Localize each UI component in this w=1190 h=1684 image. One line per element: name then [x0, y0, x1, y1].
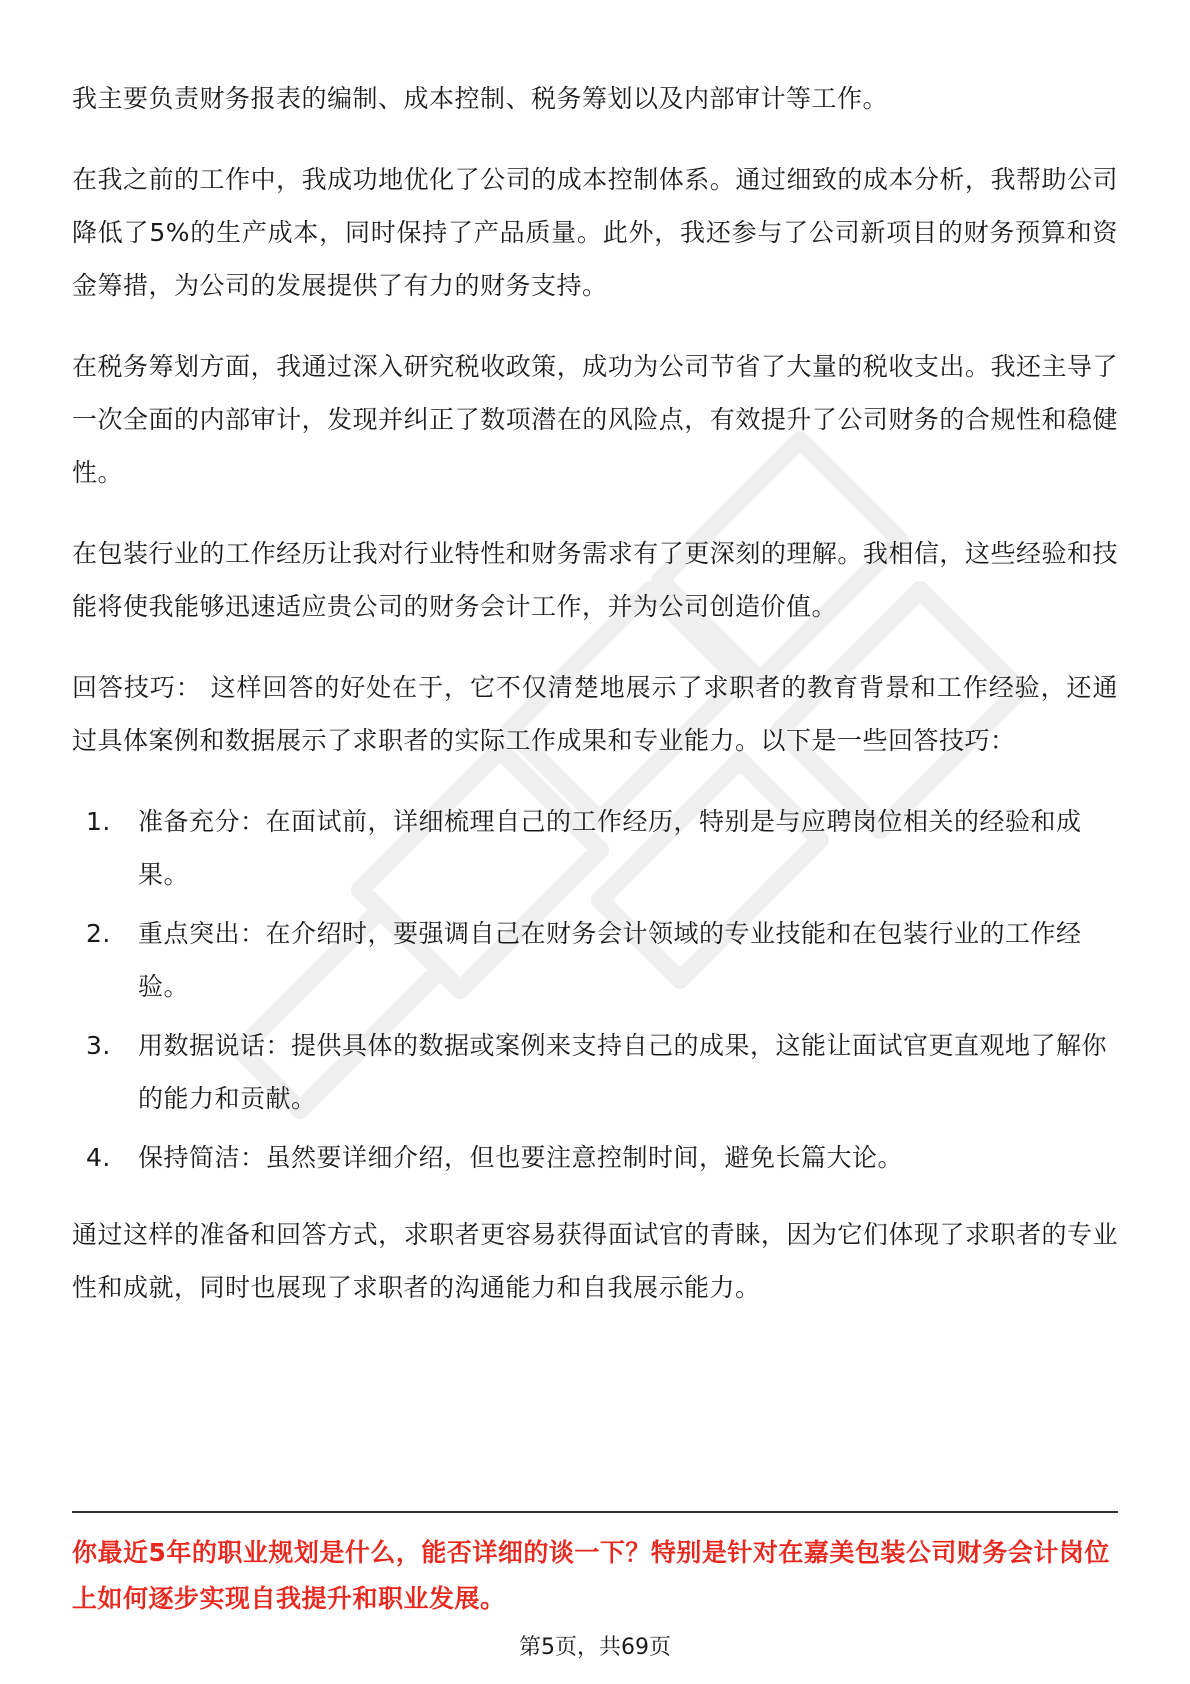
list-item [86, 1019, 1118, 1125]
list-item [86, 907, 1118, 1013]
section-divider [72, 1511, 1118, 1513]
page-number: 第5页，共69页 [519, 1635, 671, 1660]
list-item-number: 2. [86, 919, 111, 948]
next-question-heading: 你最近5年的职业规划是什么，能否详细的谈一下？特别是针对在嘉美包装公司财务会计岗位上如何逐步实现自我提升和职业发展。 [72, 1538, 1110, 1613]
tips-list [72, 795, 1118, 1184]
list-item-text: 准备充分：在面试前，详细梳理自己的工作经历，特别是与应聘岗位相关的经验和成果。 [138, 807, 1082, 889]
list-item-text: 用数据说话：提供具体的数据或案例来支持自己的成果，这能让面试官更直观地了解你的能力和贡献。 [138, 1031, 1108, 1113]
list-item [86, 1131, 1118, 1184]
paragraph-cost-control: 在我之前的工作中，我成功地优化了公司的成本控制体系。通过细致的成本分析，我帮助公司降低了5%的生产成本，同时保持了产品质量。此外，我还参与了公司新项目的财务预算和资金筹措，为公司的发展提供了有力的财务支持。 [72, 165, 1118, 300]
list-item-number: 1. [86, 807, 111, 836]
list-item-text: 保持简洁：虽然要详细介绍，但也要注意控制时间，避免长篇大论。 [138, 1143, 904, 1172]
page-content [72, 72, 1118, 1342]
paragraph-closing: 通过这样的准备和回答方式，求职者更容易获得面试官的青睐，因为它们体现了求职者的专业性和成就，同时也展现了求职者的沟通能力和自我展示能力。 [72, 1220, 1118, 1302]
paragraph-tax-planning: 在税务筹划方面，我通过深入研究税收政策，成功为公司节省了大量的税收支出。我还主导了一次全面的内部审计，发现并纠正了数项潜在的风险点，有效提升了公司财务的合规性和稳健性。 [72, 352, 1118, 487]
list-item-number: 4. [86, 1143, 111, 1172]
list-item-number: 3. [86, 1031, 111, 1060]
list-item [86, 795, 1118, 901]
list-item-text: 重点突出：在介绍时，要强调自己在财务会计领域的专业技能和在包装行业的工作经验。 [138, 919, 1082, 1001]
paragraph-industry-experience: 在包装行业的工作经历让我对行业特性和财务需求有了更深刻的理解。我相信，这些经验和技能将使我能够迅速适应贵公司的财务会计工作，并为公司创造价值。 [72, 539, 1118, 621]
paragraph-responsibilities: 我主要负责财务报表的编制、成本控制、税务筹划以及内部审计等工作。 [72, 84, 889, 113]
paragraph-answer-tips: 回答技巧： 这样回答的好处在于，它不仅清楚地展示了求职者的教育背景和工作经验，还通过具体案例和数据展示了求职者的实际工作成果和专业能力。以下是一些回答技巧： [72, 673, 1118, 755]
